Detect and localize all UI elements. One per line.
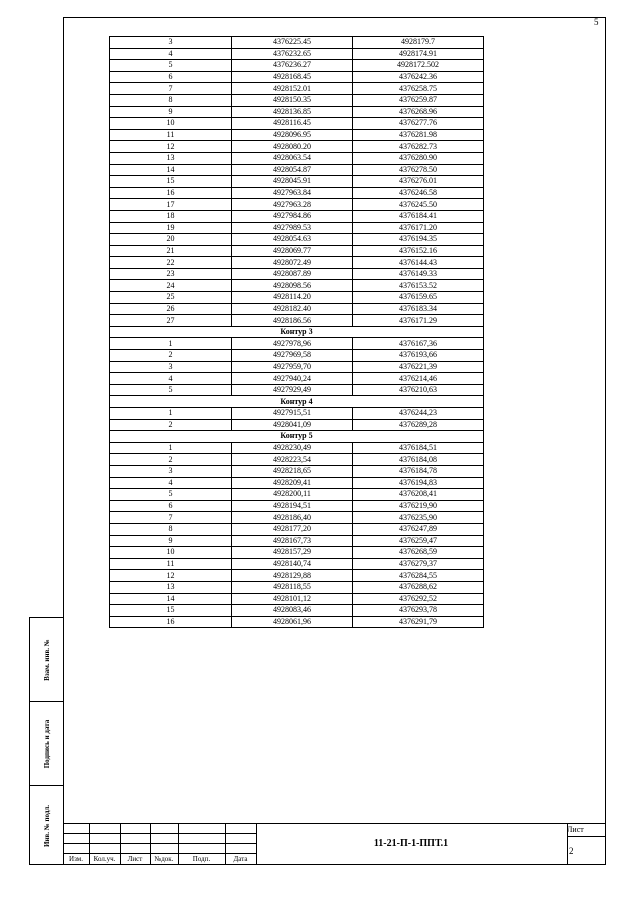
point-number-cell: 14	[110, 164, 232, 176]
table-row	[110, 37, 484, 49]
y-coordinate-cell: 4376183.34	[353, 303, 484, 315]
point-number-cell: 18	[110, 210, 232, 222]
column-label-date: Дата	[233, 855, 248, 863]
x-coordinate-cell: 4928083,46	[232, 605, 353, 617]
x-coordinate-cell: 4928194,51	[232, 500, 353, 512]
x-coordinate-cell: 4928177,20	[232, 523, 353, 535]
y-coordinate-cell: 4376167,36	[353, 338, 484, 350]
column-label-signature: Подп.	[192, 855, 211, 863]
point-number-cell: 24	[110, 280, 232, 292]
y-coordinate-cell: 4376289,28	[353, 419, 484, 431]
point-number-cell: 11	[110, 129, 232, 141]
y-coordinate-cell: 4376245.50	[353, 199, 484, 211]
point-number-cell: 15	[110, 605, 232, 617]
point-number-cell: 25	[110, 292, 232, 304]
y-coordinate-cell: 4376246.58	[353, 187, 484, 199]
y-coordinate-cell: 4376208,41	[353, 489, 484, 501]
column-label-count: Кол.уч.	[93, 855, 116, 863]
point-number-cell: 6	[110, 71, 232, 83]
point-number-cell: 26	[110, 303, 232, 315]
table-row	[110, 489, 484, 501]
y-coordinate-cell: 4376259,47	[353, 535, 484, 547]
x-coordinate-cell: 4928152.01	[232, 83, 353, 95]
y-coordinate-cell: 4376235,90	[353, 512, 484, 524]
x-coordinate-cell: 4928098.56	[232, 280, 353, 292]
section-row	[110, 431, 484, 443]
side-stamp-label-original-inv: Инв. № подл.	[42, 804, 51, 847]
table-row	[110, 245, 484, 257]
point-number-cell: 4	[110, 373, 232, 385]
table-row	[110, 535, 484, 547]
x-coordinate-cell: 4927978,96	[232, 338, 353, 350]
side-stamp-label-signature-date: Подпись и дата	[42, 719, 51, 768]
x-coordinate-cell: 4928118,55	[232, 581, 353, 593]
point-number-cell: 17	[110, 199, 232, 211]
y-coordinate-cell: 4376276.01	[353, 176, 484, 188]
y-coordinate-cell: 4376279,37	[353, 558, 484, 570]
point-number-cell: 15	[110, 176, 232, 188]
y-coordinate-cell: 4376277.76	[353, 118, 484, 130]
x-coordinate-cell: 4928140,74	[232, 558, 353, 570]
table-row	[110, 129, 484, 141]
point-number-cell: 19	[110, 222, 232, 234]
x-coordinate-cell: 4928080.20	[232, 141, 353, 153]
x-coordinate-cell: 4927989.53	[232, 222, 353, 234]
y-coordinate-cell: 4376292,52	[353, 593, 484, 605]
title-block-row-line	[63, 853, 256, 854]
y-coordinate-cell: 4376268,59	[353, 547, 484, 559]
sheet-box-line	[567, 836, 606, 837]
y-coordinate-cell: 4376278.50	[353, 164, 484, 176]
table-row	[110, 164, 484, 176]
y-coordinate-cell: 4376288,62	[353, 581, 484, 593]
table-row	[110, 616, 484, 628]
table-row	[110, 71, 484, 83]
y-coordinate-cell: 4376268.96	[353, 106, 484, 118]
table-row	[110, 570, 484, 582]
y-coordinate-cell: 4376291,79	[353, 616, 484, 628]
table-row	[110, 118, 484, 130]
point-number-cell: 2	[110, 419, 232, 431]
point-number-cell: 11	[110, 558, 232, 570]
point-number-cell: 4	[110, 48, 232, 60]
point-number-cell: 12	[110, 141, 232, 153]
x-coordinate-cell: 4927969,58	[232, 350, 353, 362]
table-row	[110, 83, 484, 95]
table-row	[110, 384, 484, 396]
table-row	[110, 523, 484, 535]
point-number-cell: 8	[110, 523, 232, 535]
x-coordinate-cell: 4928150.35	[232, 94, 353, 106]
point-number-cell: 21	[110, 245, 232, 257]
table-row	[110, 338, 484, 350]
y-coordinate-cell: 4376184,51	[353, 442, 484, 454]
section-title: Контур 3	[110, 326, 484, 338]
table-row	[110, 547, 484, 559]
y-coordinate-cell: 4376210,63	[353, 384, 484, 396]
section-row	[110, 396, 484, 408]
table-row	[110, 350, 484, 362]
y-coordinate-cell: 4928172.502	[353, 60, 484, 72]
side-stamp	[29, 617, 63, 865]
x-coordinate-cell: 4928041,09	[232, 419, 353, 431]
y-coordinate-cell: 4376281.98	[353, 129, 484, 141]
x-coordinate-cell: 4928182.40	[232, 303, 353, 315]
point-number-cell: 10	[110, 118, 232, 130]
x-coordinate-cell: 4928072.49	[232, 257, 353, 269]
x-coordinate-cell: 4928167,73	[232, 535, 353, 547]
y-coordinate-cell: 4376280.90	[353, 152, 484, 164]
table-row	[110, 60, 484, 72]
point-number-cell: 2	[110, 350, 232, 362]
point-number-cell: 5	[110, 384, 232, 396]
y-coordinate-cell: 4376219,90	[353, 500, 484, 512]
title-block-row-line	[63, 833, 256, 834]
y-coordinate-cell: 4376282.73	[353, 141, 484, 153]
y-coordinate-cell: 4928174.91	[353, 48, 484, 60]
table-row	[110, 465, 484, 477]
table-row	[110, 141, 484, 153]
x-coordinate-cell: 4928101,12	[232, 593, 353, 605]
table-row	[110, 512, 484, 524]
x-coordinate-cell: 4928168.45	[232, 71, 353, 83]
coordinates-table-body	[110, 37, 484, 628]
x-coordinate-cell: 4927963.84	[232, 187, 353, 199]
x-coordinate-cell: 4927929,49	[232, 384, 353, 396]
y-coordinate-cell: 4376171.29	[353, 315, 484, 327]
point-number-cell: 10	[110, 547, 232, 559]
x-coordinate-cell: 4928063.54	[232, 152, 353, 164]
y-coordinate-cell: 4376184.41	[353, 210, 484, 222]
x-coordinate-cell: 4927940,24	[232, 373, 353, 385]
x-coordinate-cell: 4928186,40	[232, 512, 353, 524]
table-row	[110, 605, 484, 617]
y-coordinate-cell: 4376171.20	[353, 222, 484, 234]
x-coordinate-cell: 4376225.45	[232, 37, 353, 49]
y-coordinate-cell: 4376293,78	[353, 605, 484, 617]
y-coordinate-cell: 4376258.75	[353, 83, 484, 95]
y-coordinate-cell: 4376214,46	[353, 373, 484, 385]
point-number-cell: 16	[110, 616, 232, 628]
y-coordinate-cell: 4376159.65	[353, 292, 484, 304]
sheet-number: 2	[569, 846, 574, 856]
x-coordinate-cell: 4928200,11	[232, 489, 353, 501]
side-stamp-label-replace-inv: Взам. инв. №	[42, 638, 51, 681]
point-number-cell: 6	[110, 500, 232, 512]
point-number-cell: 1	[110, 442, 232, 454]
document-code: 11-21-П-1-ППТ.1	[373, 838, 449, 849]
y-coordinate-cell: 4376284,55	[353, 570, 484, 582]
table-row	[110, 408, 484, 420]
point-number-cell: 27	[110, 315, 232, 327]
y-coordinate-cell: 4376184,78	[353, 465, 484, 477]
column-label-change: Изм.	[69, 855, 83, 863]
point-number-cell: 2	[110, 454, 232, 466]
point-number-cell: 9	[110, 535, 232, 547]
table-row	[110, 373, 484, 385]
x-coordinate-cell: 4928129,88	[232, 570, 353, 582]
table-row	[110, 257, 484, 269]
point-number-cell: 3	[110, 37, 232, 49]
x-coordinate-cell: 4927959,70	[232, 361, 353, 373]
x-coordinate-cell: 4928218,65	[232, 465, 353, 477]
y-coordinate-cell: 4376194.35	[353, 234, 484, 246]
x-coordinate-cell: 4928136.85	[232, 106, 353, 118]
table-row	[110, 500, 484, 512]
point-number-cell: 3	[110, 465, 232, 477]
x-coordinate-cell: 4928114.20	[232, 292, 353, 304]
table-row	[110, 315, 484, 327]
table-row	[110, 454, 484, 466]
y-coordinate-cell: 4376149.33	[353, 268, 484, 280]
x-coordinate-cell: 4928096.95	[232, 129, 353, 141]
table-row	[110, 442, 484, 454]
title-block	[63, 823, 606, 865]
x-coordinate-cell: 4928223,54	[232, 454, 353, 466]
y-coordinate-cell: 4376152.16	[353, 245, 484, 257]
x-coordinate-cell: 4928045.91	[232, 176, 353, 188]
table-row	[110, 581, 484, 593]
y-coordinate-cell: 4376184,08	[353, 454, 484, 466]
table-row	[110, 106, 484, 118]
point-number-cell: 20	[110, 234, 232, 246]
sheet-label: Лист	[567, 825, 584, 834]
y-coordinate-cell: 4376244,23	[353, 408, 484, 420]
table-row	[110, 303, 484, 315]
section-title: Контур 5	[110, 431, 484, 443]
table-row	[110, 280, 484, 292]
point-number-cell: 12	[110, 570, 232, 582]
table-row	[110, 152, 484, 164]
y-coordinate-cell: 4376194,83	[353, 477, 484, 489]
coordinates-table	[109, 36, 484, 628]
point-number-cell: 7	[110, 512, 232, 524]
table-row	[110, 593, 484, 605]
x-coordinate-cell: 4928061,96	[232, 616, 353, 628]
x-coordinate-cell: 4927984.86	[232, 210, 353, 222]
title-block-top-line	[63, 823, 606, 824]
y-coordinate-cell: 4376247,89	[353, 523, 484, 535]
y-coordinate-cell: 4376153.52	[353, 280, 484, 292]
point-number-cell: 7	[110, 83, 232, 95]
y-coordinate-cell: 4376221,39	[353, 361, 484, 373]
point-number-cell: 1	[110, 338, 232, 350]
x-coordinate-cell: 4928116.45	[232, 118, 353, 130]
title-block-row-line	[63, 843, 256, 844]
table-row	[110, 292, 484, 304]
x-coordinate-cell: 4927915,51	[232, 408, 353, 420]
point-number-cell: 3	[110, 361, 232, 373]
section-row	[110, 326, 484, 338]
table-row	[110, 558, 484, 570]
point-number-cell: 9	[110, 106, 232, 118]
x-coordinate-cell: 4928054.63	[232, 234, 353, 246]
x-coordinate-cell: 4927963.28	[232, 199, 353, 211]
x-coordinate-cell: 4928209,41	[232, 477, 353, 489]
point-number-cell: 13	[110, 152, 232, 164]
x-coordinate-cell: 4376236.27	[232, 60, 353, 72]
y-coordinate-cell: 4376144.43	[353, 257, 484, 269]
point-number-cell: 8	[110, 94, 232, 106]
point-number-cell: 4	[110, 477, 232, 489]
point-number-cell: 23	[110, 268, 232, 280]
column-label-doc-number: №док.	[154, 855, 174, 863]
y-coordinate-cell: 4376242.36	[353, 71, 484, 83]
x-coordinate-cell: 4928087.89	[232, 268, 353, 280]
point-number-cell: 1	[110, 408, 232, 420]
table-row	[110, 94, 484, 106]
side-stamp-cell-replace-inv	[30, 618, 63, 702]
page-number: 5	[594, 17, 599, 27]
table-row	[110, 477, 484, 489]
point-number-cell: 22	[110, 257, 232, 269]
side-stamp-cell-original-inv	[30, 786, 63, 865]
point-number-cell: 14	[110, 593, 232, 605]
point-number-cell: 5	[110, 489, 232, 501]
y-coordinate-cell: 4928179.7	[353, 37, 484, 49]
x-coordinate-cell: 4928230,49	[232, 442, 353, 454]
table-row	[110, 419, 484, 431]
column-label-sheet: Лист	[127, 855, 143, 863]
point-number-cell: 16	[110, 187, 232, 199]
point-number-cell: 5	[110, 60, 232, 72]
table-row	[110, 187, 484, 199]
point-number-cell: 13	[110, 581, 232, 593]
table-row	[110, 222, 484, 234]
x-coordinate-cell: 4928054.87	[232, 164, 353, 176]
table-row	[110, 210, 484, 222]
table-row	[110, 199, 484, 211]
section-title: Контур 4	[110, 396, 484, 408]
table-row	[110, 361, 484, 373]
table-row	[110, 176, 484, 188]
side-stamp-cell-signature-date	[30, 702, 63, 786]
x-coordinate-cell: 4928069.77	[232, 245, 353, 257]
table-row	[110, 268, 484, 280]
table-row	[110, 48, 484, 60]
x-coordinate-cell: 4928157,29	[232, 547, 353, 559]
x-coordinate-cell: 4376232.65	[232, 48, 353, 60]
x-coordinate-cell: 4928186.56	[232, 315, 353, 327]
table-row	[110, 234, 484, 246]
y-coordinate-cell: 4376259.87	[353, 94, 484, 106]
y-coordinate-cell: 4376193,66	[353, 350, 484, 362]
